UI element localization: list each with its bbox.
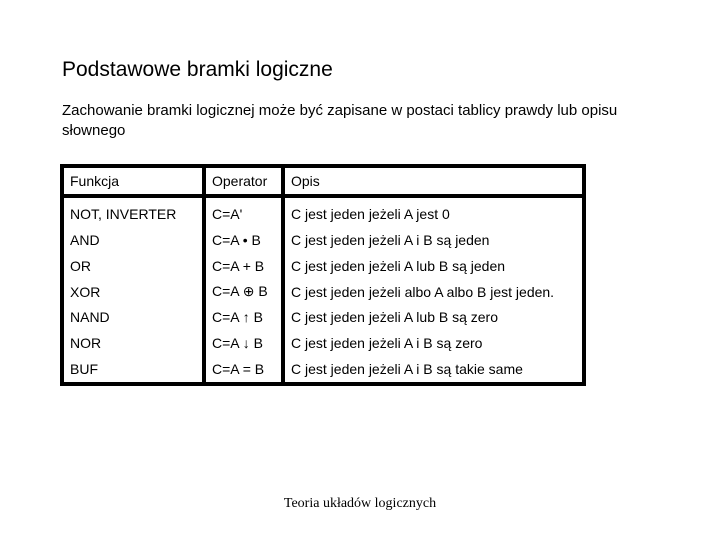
- logic-gates-table-frame: [60, 164, 586, 386]
- cell-function: BUF: [64, 356, 204, 382]
- cell-function: OR: [64, 253, 204, 279]
- table-row: [64, 356, 582, 382]
- cell-description: C jest jeden jeżeli albo A albo B jest jeden.: [291, 283, 555, 300]
- header-opis: Opis: [283, 168, 582, 196]
- table-row: [64, 253, 582, 279]
- cell-operator: C=A': [204, 196, 283, 227]
- cell-operator: C=A • B: [204, 227, 283, 253]
- cell-operator: C=A ⊕ B: [204, 279, 283, 305]
- cell-function: AND: [64, 227, 204, 253]
- cell-operator: C=A ↓ B: [204, 330, 283, 356]
- table-row: [64, 279, 582, 305]
- table-row: [64, 330, 582, 356]
- cell-description: C jest jeden jeżeli A jest 0: [291, 205, 450, 222]
- cell-description: C jest jeden jeżeli A lub B są zero: [291, 309, 499, 326]
- cell-function: NOT, INVERTER: [64, 196, 204, 227]
- cell-function: NOR: [64, 330, 204, 356]
- header-funkcja: Funkcja: [64, 168, 204, 196]
- cell-description: C jest jeden jeżeli A i B są takie same: [291, 361, 523, 378]
- cell-function: XOR: [64, 279, 204, 305]
- table-header-row: [64, 168, 582, 196]
- cell-description: C jest jeden jeżeli A i B są jeden: [291, 231, 490, 248]
- cell-function: NAND: [64, 304, 204, 330]
- cell-description: C jest jeden jeżeli A i B są zero: [291, 335, 483, 352]
- cell-operator: C=A ↑ B: [204, 304, 283, 330]
- cell-operator: C=A + B: [204, 253, 283, 279]
- cell-operator: C=A = B: [204, 356, 283, 382]
- cell-description: C jest jeden jeżeli A lub B są jeden: [291, 257, 506, 274]
- table-row: [64, 227, 582, 253]
- slide-title: Podstawowe bramki logiczne: [62, 58, 333, 81]
- table-row: [64, 304, 582, 330]
- slide-footer: Teoria układów logicznych: [283, 496, 437, 511]
- logic-gates-table: [64, 168, 582, 382]
- slide-subtitle: Zachowanie bramki logicznej może być zapisane w postaci tablicy prawdy lub opisu słownego: [62, 102, 618, 139]
- table-row: [64, 196, 582, 227]
- header-operator: Operator: [204, 168, 283, 196]
